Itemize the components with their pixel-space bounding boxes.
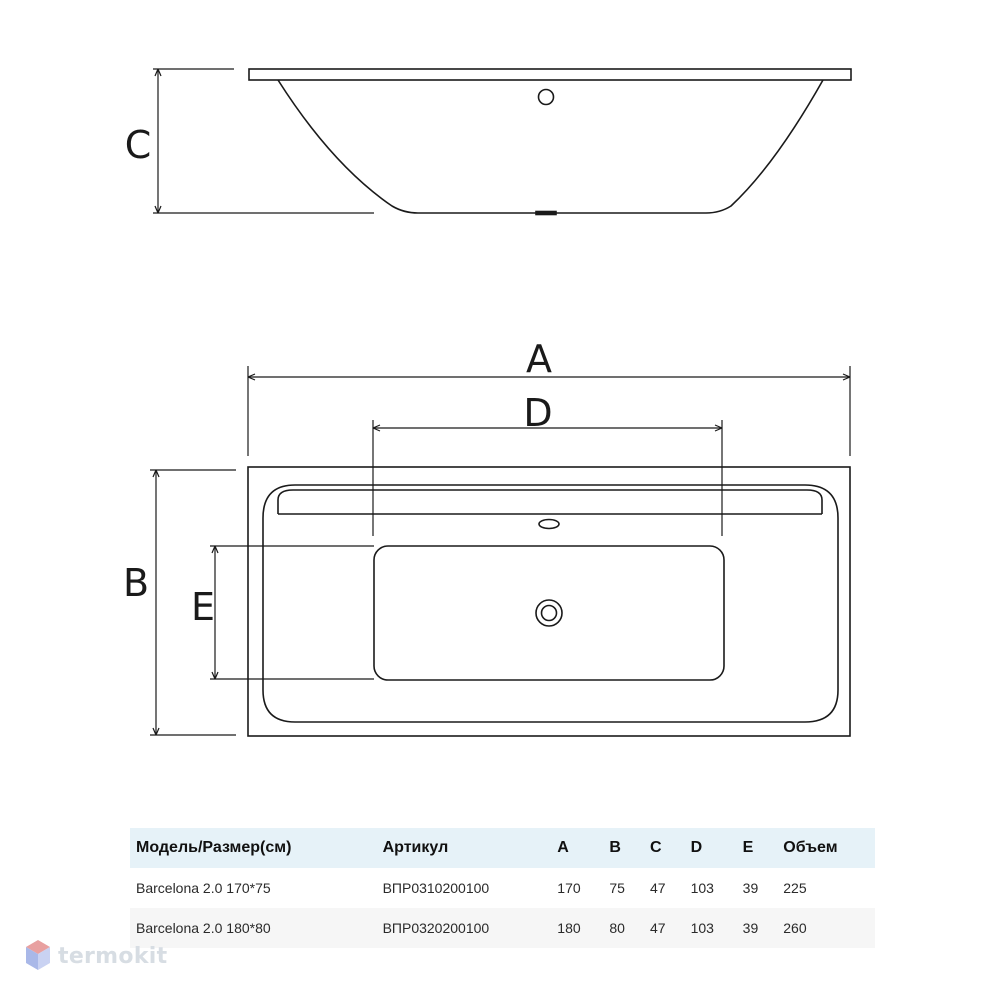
cell-d: 103 bbox=[685, 908, 737, 948]
header-model: Модель/Размер(см) bbox=[130, 828, 377, 868]
top-view bbox=[150, 366, 850, 736]
cell-c: 47 bbox=[649, 880, 666, 896]
dim-label-b: B bbox=[122, 561, 150, 605]
header-c: C bbox=[644, 828, 685, 868]
top-view-outline bbox=[248, 467, 850, 736]
cell-b: 75 bbox=[609, 880, 625, 896]
spec-table bbox=[130, 828, 875, 948]
cell-volume: 225 bbox=[783, 880, 807, 896]
cell-model: Barcelona 2.0 170*75 bbox=[136, 880, 271, 896]
cell-a: 170 bbox=[557, 880, 581, 896]
side-view-body bbox=[278, 80, 823, 213]
cell-article: ВПР0310200100 bbox=[382, 880, 490, 896]
cell-a: 180 bbox=[551, 908, 603, 948]
cell-e: 39 bbox=[737, 908, 778, 948]
cell-model: Barcelona 2.0 180*80 bbox=[130, 908, 377, 948]
dim-label-c: C bbox=[124, 123, 152, 167]
dim-label-a: A bbox=[526, 337, 552, 381]
side-view-rim bbox=[249, 69, 851, 80]
drain-outer bbox=[536, 600, 562, 626]
header-b: B bbox=[603, 828, 644, 868]
table-row bbox=[130, 908, 875, 948]
top-view-inner bbox=[263, 485, 838, 722]
cell-volume: 260 bbox=[777, 908, 875, 948]
overflow-hole bbox=[539, 90, 554, 105]
header-article: Артикул bbox=[377, 828, 552, 868]
header-a: A bbox=[551, 828, 603, 868]
header-volume: Объем bbox=[777, 828, 875, 868]
table-row bbox=[130, 868, 875, 908]
overflow-top bbox=[539, 520, 559, 529]
cell-b: 80 bbox=[603, 908, 644, 948]
cell-e: 39 bbox=[742, 880, 759, 896]
side-view bbox=[153, 69, 851, 215]
logo-text: termokit bbox=[58, 943, 168, 969]
header-d: D bbox=[685, 828, 737, 868]
cell-c: 47 bbox=[644, 908, 685, 948]
dim-label-e: E bbox=[190, 585, 216, 629]
header-e: E bbox=[737, 828, 778, 868]
termokit-logo bbox=[24, 936, 167, 976]
cell-article: ВПР0320200100 bbox=[377, 908, 552, 948]
table-header-row bbox=[130, 828, 875, 868]
top-view-shelf bbox=[278, 490, 822, 514]
drain-inner bbox=[542, 606, 557, 621]
dim-label-d: D bbox=[523, 391, 553, 435]
side-drain bbox=[536, 212, 556, 215]
cube-logo-icon bbox=[24, 938, 52, 974]
basin-flat bbox=[374, 546, 724, 680]
cell-d: 103 bbox=[690, 880, 714, 896]
